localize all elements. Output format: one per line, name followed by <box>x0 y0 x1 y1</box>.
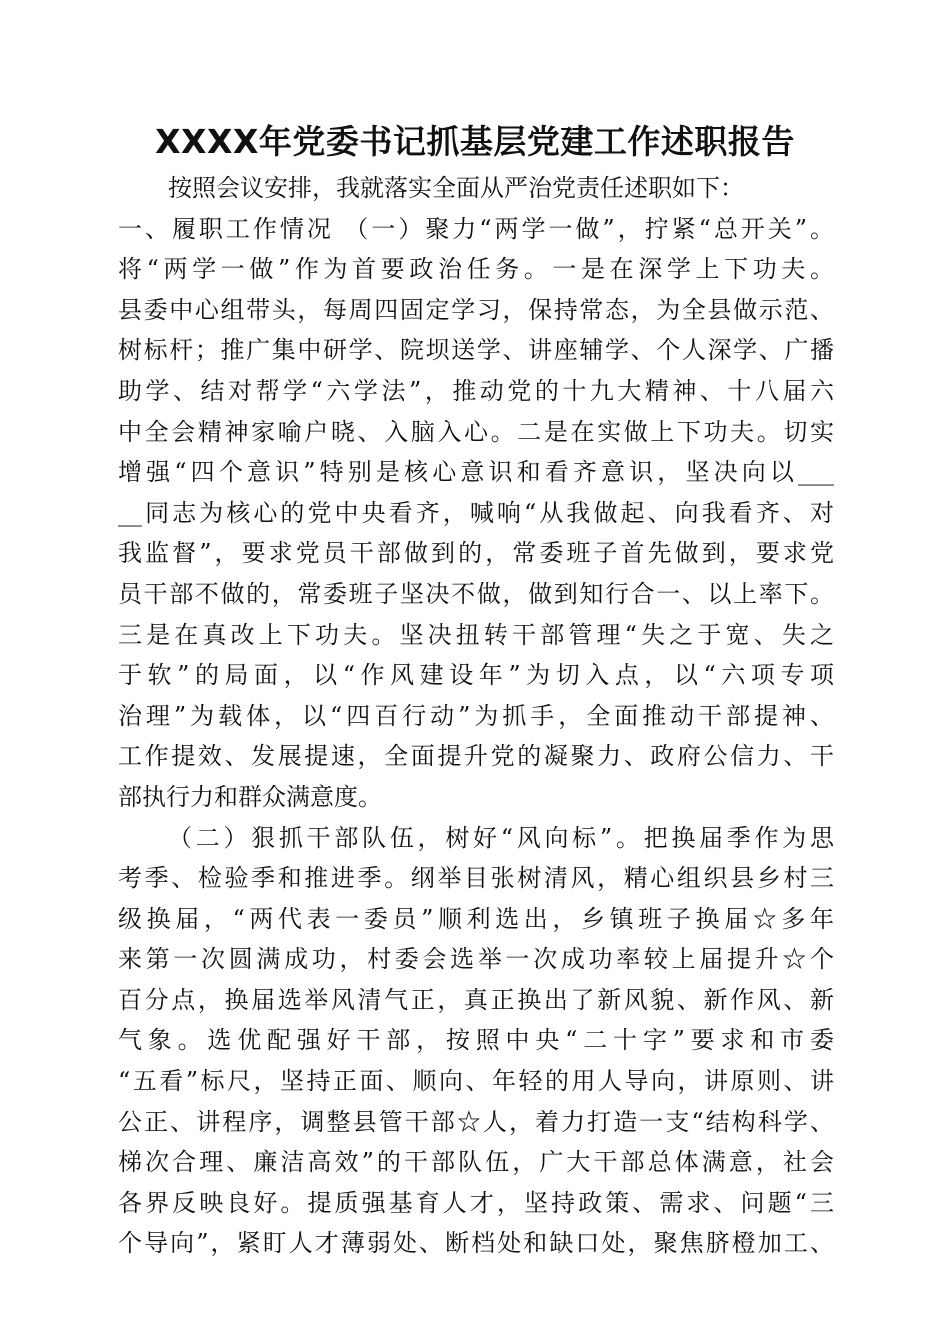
paragraph-line: 我监督”，要求党员干部做到的，常委班子首先做到，要求党 <box>118 539 834 568</box>
paragraph-line: 各界反映良好。提质强基育人才，坚持政策、需求、问题“三 <box>118 1188 834 1217</box>
paragraph-line: 气象。选优配强好干部，按照中央“二十字”要求和市委 <box>118 1026 834 1055</box>
paragraph-line: 按照会议安排，我就落实全面从严治党责任述职如下： <box>168 174 744 202</box>
paragraph-line: 梯次合理、廉洁高效”的干部队伍，广大干部总体满意，社会 <box>118 1148 834 1177</box>
paragraph-line: 公正、讲程序，调整县管干部☆人，着力打造一支“结构科学、 <box>118 1107 834 1136</box>
paragraph-line: （二）狠抓干部队伍，树好“风向标”。把换届季作为思 <box>168 823 834 852</box>
paragraph-line: 中全会精神家喻户晓、入脑入心。二是在实做上下功夫。切实 <box>118 417 834 446</box>
document-body <box>118 168 834 1264</box>
paragraph-line: 百分点，换届选举风清气正，真正换出了新风貌、新作风、新 <box>118 985 834 1014</box>
paragraph-line: 级换届，“两代表一委员”顺利选出，乡镇班子换届☆多年 <box>118 904 834 933</box>
paragraph-line: 三是在真改上下功夫。坚决扭转干部管理“失之于宽、失之 <box>118 620 834 649</box>
paragraph-line: 一、履职工作情况 （一）聚力“两学一做”，拧紧“总开关”。 <box>118 214 834 243</box>
paragraph-line: “五看”标尺，坚持正面、顺向、年轻的用人导向，讲原则、讲 <box>118 1067 834 1096</box>
paragraph-line: 部执行力和群众满意度。 <box>118 782 382 811</box>
paragraph-line: 考季、检验季和推进季。纲举目张树清风，精心组织县乡村三 <box>118 864 834 893</box>
paragraph-line: 治理”为载体，以“四百行动”为抓手，全面推动干部提神、 <box>118 701 834 730</box>
paragraph-line: __同志为核心的党中央看齐，喊响“从我做起、向我看齐、对 <box>118 498 834 527</box>
paragraph-line: 助学、结对帮学“六学法”，推动党的十九大精神、十八届六 <box>118 376 834 405</box>
paragraph-line: 于软”的局面，以“作风建设年”为切入点，以“六项专项 <box>118 661 834 690</box>
paragraph-line: 树标杆；推广集中研学、院坝送学、讲座辅学、个人深学、广播 <box>118 336 834 365</box>
paragraph-line: 将“两学一做”作为首要政治任务。一是在深学上下功夫。 <box>118 255 834 284</box>
document-title: XXXX年党委书记抓基层党建工作述职报告 <box>155 122 795 161</box>
paragraph-line: 员干部不做的，常委班子坚决不做，做到知行合一、以上率下。 <box>118 579 834 608</box>
paragraph-line: 个导向”，紧盯人才薄弱处、断档处和缺口处，聚焦脐橙加工、 <box>118 1229 834 1258</box>
paragraph-line: 来第一次圆满成功，村委会选举一次成功率较上届提升☆个 <box>118 945 834 974</box>
paragraph-line: 工作提效、发展提速，全面提升党的凝聚力、政府公信力、干 <box>118 742 834 771</box>
paragraph-line: 增强“四个意识”特别是核心意识和看齐意识，坚决向以___ <box>118 458 834 487</box>
paragraph-line: 县委中心组带头，每周四固定学习，保持常态，为全县做示范、 <box>118 295 834 324</box>
